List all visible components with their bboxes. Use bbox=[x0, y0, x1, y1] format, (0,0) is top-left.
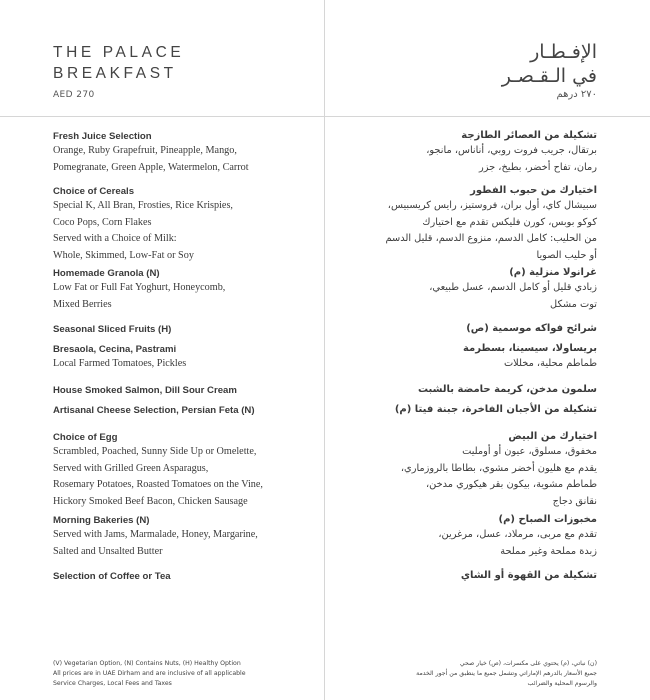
footer-price-note: Service Charges, Local Fees and Taxes bbox=[53, 680, 172, 687]
footer-legend: (ن) نباتي، (م) يحتوي على مكسرات، (ص) خيار صحي bbox=[459, 660, 597, 667]
item-line: Served with a Choice of Milk: bbox=[53, 233, 177, 244]
item-line: رمان، تفاح أخضر، بطيخ، جزر bbox=[478, 161, 597, 173]
section-bakeries-ar bbox=[335, 513, 597, 560]
item-line: أو حليب الصويا bbox=[536, 249, 597, 261]
item-line: زبدة مملحة وغير مملحة bbox=[500, 545, 597, 557]
item-line: Coco Pops, Corn Flakes bbox=[53, 216, 152, 228]
section-fruits-ar bbox=[335, 322, 597, 336]
section-heading: مخبوزات الصباح (م) bbox=[498, 514, 597, 525]
footer-price-note: والرسوم المحلية والضرائب bbox=[527, 680, 597, 687]
section-bresaola-en bbox=[53, 343, 318, 373]
title-ar-line1: الإفـطـار bbox=[530, 41, 597, 63]
item-line: تقدم مع مربى، مرملاد، عسل، مرغرين، bbox=[438, 529, 597, 540]
section-salmon-en bbox=[53, 384, 318, 397]
section-egg-en bbox=[53, 431, 318, 510]
item-line: زبادي قليل أو كامل الدسم، عسل طبيعي، bbox=[429, 282, 597, 293]
price-ar: ٢٧٠ درهم bbox=[556, 89, 597, 100]
footer-ar bbox=[335, 659, 597, 689]
item-line: نقانق دجاج bbox=[552, 495, 597, 507]
item-line: كوكو بوبس، كورن فليكس تقدم مع اختيارك bbox=[422, 216, 597, 228]
item-line: طماطم مشوية، بيكون بقر هيكوري مدخن، bbox=[425, 479, 597, 490]
section-heading: شرائح فواكه موسمية (ص) bbox=[466, 323, 597, 334]
section-heading: Morning Bakeries (N) bbox=[53, 515, 150, 526]
footer-price-note: All prices are in UAE Dirham and are inclusive of all applicable bbox=[53, 670, 246, 677]
item-line: Local Farmed Tomatoes, Pickles bbox=[53, 358, 187, 369]
price-en: AED 270 bbox=[53, 90, 95, 100]
section-heading: اختيارك من حبوب الفطور bbox=[470, 185, 597, 196]
footer-en bbox=[53, 659, 318, 689]
section-cheese-ar bbox=[335, 403, 597, 417]
item-line: برتقال، جريب فروت روبي، أناناس، مانجو، bbox=[426, 145, 597, 156]
title-en bbox=[53, 42, 184, 84]
footer-price-note: جميع الأسعار بالدرهم الإماراتي وتشمل جميع ما ينطبق من أجور الخدمة bbox=[416, 670, 597, 677]
section-heading: Selection of Coffee or Tea bbox=[53, 571, 171, 582]
item-line: Pomegranate, Green Apple, Watermelon, Carrot bbox=[53, 161, 249, 173]
section-heading: Bresaola, Cecina, Pastrami bbox=[53, 344, 177, 355]
item-line: مخفوق، مسلوق، عيون أو أومليت bbox=[462, 446, 597, 457]
section-heading: House Smoked Salmon, Dill Sour Cream bbox=[53, 385, 237, 396]
title-ar-line2: في الـقـصـر bbox=[501, 65, 597, 87]
section-cereals-en bbox=[53, 185, 318, 264]
item-line: من الحليب: كامل الدسم، منزوع الدسم، قليل الدسم bbox=[385, 233, 597, 244]
item-line: Scrambled, Poached, Sunny Side Up or Omelette, bbox=[53, 446, 257, 457]
item-line: توت مشكل bbox=[550, 298, 597, 310]
item-line: Rosemary Potatoes, Roasted Tomatoes on the Vine, bbox=[53, 479, 263, 490]
item-line: Mixed Berries bbox=[53, 298, 112, 310]
section-egg-ar bbox=[335, 430, 597, 510]
footer-legend: (V) Vegetarian Option, (N) Contains Nuts, (H) Healthy Option bbox=[53, 660, 241, 667]
section-heading: اختيارك من البيض bbox=[508, 431, 597, 442]
title-en-line2: BREAKFAST bbox=[53, 65, 177, 82]
section-heading: تشكيلة من الأجبان الفاخرة، جبنة فيتا (م) bbox=[394, 404, 597, 415]
section-heading: Choice of Egg bbox=[53, 432, 118, 443]
section-heading: Artisanal Cheese Selection, Persian Feta (N) bbox=[53, 405, 255, 416]
section-heading: تشكيلة من العصائر الطازجة bbox=[461, 130, 597, 141]
section-heading: Seasonal Sliced Fruits (H) bbox=[53, 324, 172, 335]
section-coffee-ar bbox=[335, 569, 597, 583]
section-granola-ar bbox=[335, 266, 597, 313]
section-granola-en bbox=[53, 267, 318, 313]
title-ar bbox=[502, 40, 597, 88]
item-line: Orange, Ruby Grapefruit, Pineapple, Mango, bbox=[53, 145, 237, 156]
section-juice-ar bbox=[335, 129, 597, 176]
section-heading: سلمون مدخن، كريمة حامضة بالشبت bbox=[417, 384, 597, 395]
section-heading: غرانولا منزلية (م) bbox=[509, 267, 597, 278]
section-bakeries-en bbox=[53, 514, 318, 560]
section-heading: Homemade Granola (N) bbox=[53, 268, 160, 279]
item-line: Served with Jams, Marmalade, Honey, Margarine, bbox=[53, 529, 258, 540]
title-en-line1: THE PALACE bbox=[53, 44, 185, 61]
item-line: Salted and Unsalted Butter bbox=[53, 545, 163, 557]
section-heading: بريساولا، سيسينا، بسطرمة bbox=[462, 343, 597, 354]
section-cheese-en bbox=[53, 404, 318, 417]
item-line: Whole, Skimmed, Low-Fat or Soy bbox=[53, 249, 194, 261]
horizontal-divider bbox=[0, 116, 650, 117]
section-fruits-en bbox=[53, 323, 318, 336]
item-line: Low Fat or Full Fat Yoghurt, Honeycomb, bbox=[53, 282, 226, 293]
section-coffee-en bbox=[53, 570, 318, 583]
item-line: Special K, All Bran, Frosties, Rice Krispies, bbox=[53, 200, 233, 211]
section-cereals-ar bbox=[335, 184, 597, 264]
section-heading: Fresh Juice Selection bbox=[53, 131, 152, 142]
item-line: Served with Grilled Green Asparagus, bbox=[53, 462, 209, 474]
section-juice-en bbox=[53, 130, 318, 176]
item-line: طماطم محلية، مخللات bbox=[503, 358, 597, 369]
section-heading: تشكيلة من القهوة أو الشاي bbox=[460, 570, 597, 581]
vertical-divider bbox=[324, 0, 325, 700]
section-heading: Choice of Cereals bbox=[53, 186, 135, 197]
item-line: Hickory Smoked Beef Bacon, Chicken Sausage bbox=[53, 495, 248, 507]
item-line: يقدم مع هليون أخضر مشوي، بطاطا بالروزماري، bbox=[400, 462, 597, 474]
item-line: سبيشال كاي، أول بران، فروستيز، رايس كريسبيس، bbox=[387, 200, 597, 211]
section-bresaola-ar bbox=[335, 342, 597, 373]
section-salmon-ar bbox=[335, 383, 597, 397]
